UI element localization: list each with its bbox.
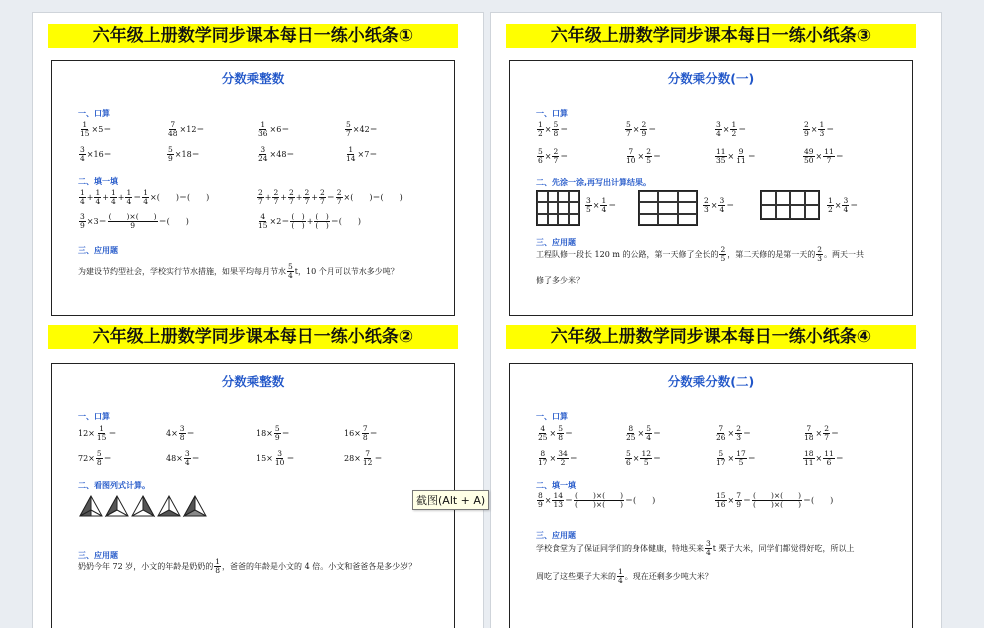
math-item: $\frac{7}{10}$ × $\frac{2}{5}$ ＝ (626, 147, 662, 165)
card-frame (51, 363, 455, 628)
section-heading: 三、应用题 (536, 531, 576, 540)
card-banner: 六年级上册数学同步课本每日一练小纸条③ (506, 24, 916, 48)
math-item: $\frac{7}{48}$ ×12＝ (168, 120, 205, 138)
word-problem-line2: 修了多少米？ (536, 276, 584, 285)
math-item: $\frac{5}{9}$ ×18＝ (168, 145, 200, 163)
worksheet-card-3 (506, 24, 918, 320)
section-heading: 二、先涂一涂,再写出计算结果。 (536, 178, 652, 187)
card-frame (509, 363, 913, 628)
math-item: $\frac{5}{7}$ ×42＝ (346, 120, 378, 138)
math-item: $\frac{1}{2}$ × $\frac{5}{8}$ ＝ (538, 120, 569, 138)
math-item: 4× $\frac{3}{8}$ ＝ (166, 424, 195, 442)
math-item: $\frac{1}{14}$ ×7＝ (346, 145, 378, 163)
math-item: $\frac{3}{24}$ ×48＝ (258, 145, 295, 163)
card-title: 分数乘整数 (221, 71, 285, 86)
math-item: $\frac{7}{18}$ × $\frac{2}{7}$ ＝ (804, 424, 840, 442)
math-item: $\frac{4}{15}$ ×2＝ $\frac{( )}{( )}$ + $\frac{( )}{( )}$ ＝( ) (258, 212, 362, 230)
section-heading: 一、口算 (78, 412, 110, 421)
section-heading: 一、口算 (78, 109, 110, 118)
math-item: $\frac{5}{7}$ × $\frac{2}{9}$ ＝ (626, 120, 657, 138)
card-title: 分数乘分数(二) (667, 374, 755, 389)
card-title: 分数乘分数(一) (667, 71, 755, 86)
card-frame (509, 60, 913, 316)
math-item: $\frac{2}{3}$ × $\frac{3}{4}$ ＝ (704, 196, 735, 214)
math-item: 12× $\frac{1}{15}$ ＝ (78, 424, 117, 442)
math-item: 16× $\frac{7}{8}$ ＝ (344, 424, 378, 442)
math-item: $\frac{1}{4}$ + $\frac{1}{4}$ + $\frac{1}{4}$ + $\frac{1}{4}$ ＝ $\frac{1}{4}$ ×( )＝( ) (80, 188, 210, 206)
math-item: 72× $\frac{5}{8}$ ＝ (78, 449, 112, 467)
card-frame (51, 60, 455, 316)
math-item: $\frac{3}{4}$ ×16＝ (80, 145, 112, 163)
word-problem-line2: 周吃了这些栗子大米的 $\frac{1}{4}$ 。现在还剩多少吨大米？ (536, 567, 713, 585)
math-item: $\frac{7}{26}$ × $\frac{2}{3}$ ＝ (716, 424, 752, 442)
math-item: $\frac{3}{5}$ × $\frac{1}{4}$ ＝ (586, 196, 617, 214)
word-problem: 学校食堂为了保证同学们的身体健康，特地买来 $\frac{3}{4}$ t 栗子大米，同学们都觉得好吃，所以上 (536, 539, 855, 557)
math-item: $\frac{2}{9}$ × $\frac{1}{3}$ ＝ (804, 120, 835, 138)
math-item: 28× $\frac{7}{12}$ ＝ (344, 449, 383, 467)
math-item: $\frac{1}{15}$ ×5＝ (80, 120, 112, 138)
math-item: 18× $\frac{5}{9}$ ＝ (256, 424, 290, 442)
card-banner: 六年级上册数学同步课本每日一练小纸条② (48, 325, 458, 349)
math-item: $\frac{3}{4}$ × $\frac{1}{2}$ ＝ (716, 120, 747, 138)
card-title: 分数乘整数 (221, 374, 285, 389)
word-problem: 工程队修一段长 120 m 的公路，第一天修了全长的 $\frac{2}{5}$ ，第二天修的是第一天的 $\frac{2}{3}$ 。两天一共 (536, 245, 865, 263)
word-problem: 奶奶今年 72 岁，小文的年龄是奶奶的 $\frac{1}{8}$ ，爸爸的年龄是小文的 4 倍。小文和爸爸各是多少岁？ (78, 557, 417, 575)
math-item: $\frac{1}{2}$ × $\frac{3}{4}$ ＝ (828, 196, 859, 214)
math-item: $\frac{8}{25}$ × $\frac{5}{4}$ ＝ (626, 424, 662, 442)
math-item: $\frac{15}{16}$ × $\frac{7}{9}$ ＝ $\frac{( )\times( )}{( )\times( )}$ ＝( ) (716, 491, 834, 509)
worksheet-card-2 (48, 325, 460, 625)
math-item: 15× $\frac{3}{10}$ ＝ (256, 449, 295, 467)
section-heading: 二、填一填 (78, 177, 118, 186)
math-item: $\frac{49}{50}$ × $\frac{11}{7}$ ＝ (804, 147, 844, 165)
math-item: $\frac{11}{35}$ × $\frac{9}{11}$ ＝ (716, 147, 756, 165)
shading-grid (638, 190, 698, 226)
shading-grid (536, 190, 580, 226)
math-item: $\frac{2}{7}$ + $\frac{2}{7}$ + $\frac{2}{7}$ + $\frac{2}{7}$ + $\frac{2}{7}$ ＝ $\frac{2}{7}$ ×( )＝( ) (258, 188, 403, 206)
card-banner: 六年级上册数学同步课本每日一练小纸条① (48, 24, 458, 48)
section-heading: 一、口算 (536, 412, 568, 421)
triangle-figures (78, 494, 218, 518)
math-item: $\frac{3}{9}$ ×3＝ $\frac{( )\times( )}{9}$ ＝( ) (80, 212, 189, 230)
math-item: $\frac{5}{6}$ × $\frac{2}{7}$ ＝ (538, 147, 569, 165)
section-heading: 三、应用题 (78, 551, 118, 560)
shading-grid (760, 190, 820, 220)
word-problem: 为建设节约型社会，学校实行节水措施，如果平均每月节水 $\frac{5}{4}$ t，10 个月可以节水多少吨？ (78, 262, 399, 280)
math-item: 48× $\frac{3}{4}$ ＝ (166, 449, 200, 467)
worksheet-card-1 (48, 24, 460, 320)
math-item: $\frac{5}{6}$ × $\frac{12}{5}$ ＝ (626, 449, 662, 467)
math-item: $\frac{18}{11}$ × $\frac{11}{6}$ ＝ (804, 449, 844, 467)
section-heading: 三、应用题 (78, 246, 118, 255)
math-item: $\frac{4}{25}$ × $\frac{5}{8}$ ＝ (538, 424, 574, 442)
card-banner: 六年级上册数学同步课本每日一练小纸条④ (506, 325, 916, 349)
section-heading: 二、看图列式计算。 (78, 481, 150, 490)
section-heading: 二、填一填 (536, 481, 576, 490)
screenshot-tooltip: 截图(Alt + A) (412, 490, 489, 510)
math-item: $\frac{8}{9}$ × $\frac{14}{13}$ ＝ $\frac{( )\times( )}{( )\times( )}$ ＝( ) (538, 491, 656, 509)
worksheet-card-4 (506, 325, 918, 625)
section-heading: 一、口算 (536, 109, 568, 118)
math-item: $\frac{1}{36}$ ×6＝ (258, 120, 290, 138)
section-heading: 三、应用题 (536, 238, 576, 247)
math-item: $\frac{8}{17}$ × $\frac{34}{2}$ ＝ (538, 449, 578, 467)
math-item: $\frac{5}{17}$ × $\frac{17}{5}$ ＝ (716, 449, 756, 467)
